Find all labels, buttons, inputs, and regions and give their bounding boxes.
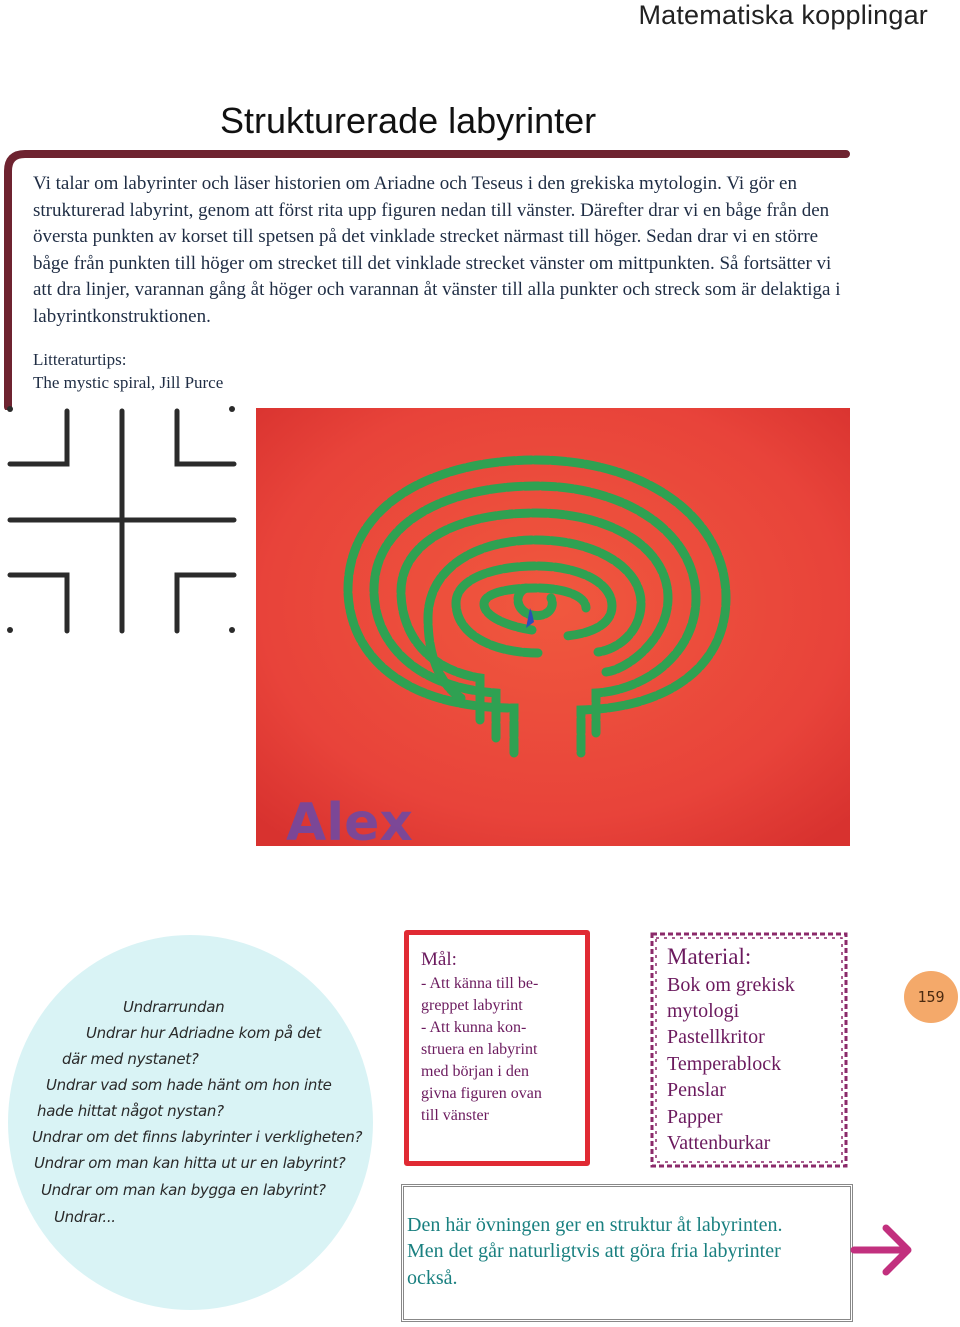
goal-line: struera en labyrint (421, 1041, 538, 1058)
material-item: Pastellkritor (667, 1026, 765, 1048)
material-item: Bok om grekisk (667, 974, 795, 996)
goal-line: till vänster (421, 1107, 489, 1124)
wonder-line: Undrar om man kan hitta ut ur en labyrint? (34, 1154, 346, 1172)
goal-line: - Att känna till be- (421, 975, 539, 992)
note-box (401, 1184, 853, 1322)
next-arrow-icon[interactable] (850, 1222, 916, 1278)
wonder-title: Undrarrundan (123, 998, 225, 1016)
goal-heading: Mål: (421, 949, 457, 970)
wonder-line: Undrar om man kan bygga en labyrint? (41, 1181, 326, 1199)
material-box (648, 930, 850, 1170)
page-title: Strukturerade labyrinter (220, 100, 597, 141)
note-line: Men det går naturligtvis att göra fria labyrinter (407, 1240, 781, 1262)
goal-line: givna figuren ovan (421, 1085, 542, 1102)
material-item: Vattenburkar (667, 1132, 771, 1154)
wonder-line: Undrar vad som hade hänt om hon inte (46, 1076, 332, 1094)
goal-line: - Att kunna kon- (421, 1019, 527, 1036)
goal-line: med början i den (421, 1063, 529, 1080)
note-line: Den här övningen ger en struktur åt labyrinten. (407, 1214, 783, 1236)
wonder-line: Undrar hur Adriadne kom på det (86, 1024, 321, 1042)
page-number-badge: 159 (904, 971, 958, 1023)
wonder-line: hade hittat något nystan? (37, 1102, 224, 1120)
material-item: Temperablock (667, 1053, 782, 1075)
note-line: också. (407, 1267, 458, 1289)
material-item: Penslar (667, 1079, 726, 1101)
goal-box (404, 930, 590, 1166)
literature-heading: Litteraturtips: (33, 350, 127, 369)
intro-paragraph: Vi talar om labyrinter och läser historien om Ariadne och Teseus i den grekiska mytologin. Vi gör en strukturerad labyrint, genom att först rita upp figuren nedan till vänster. Därefter drar vi en båge från den översta punkten av korset till spetsen på det vinklade strecket närmast till höger. Sedan drar vi en större båge från punkten till höger om strecket till det vinklade strecket vänster om mittpunkten. Så fortsätter vi att dra linjer, varannan gång åt höger och varannan åt vänster till alla punkter och streck som är delaktiga i labyrintkonstruktionen. (33, 173, 841, 327)
material-heading: Material: (667, 944, 752, 969)
goal-line: greppet labyrint (421, 997, 523, 1014)
wonder-line: Undrar om det finns labyrinter i verkligheten? (32, 1128, 363, 1146)
child-labyrinth-painting (256, 408, 850, 846)
material-item: Papper (667, 1106, 723, 1128)
literature-item: The mystic spiral, Jill Purce (33, 373, 224, 392)
wonder-line: där med nystanet? (62, 1050, 199, 1068)
material-item: mytologi (667, 1000, 740, 1022)
labyrinth-seed-figure (0, 403, 245, 638)
painting-signature: Alex (286, 793, 413, 846)
wonder-line: Undrar... (54, 1208, 116, 1226)
section-header: Matematiska kopplingar (638, 0, 928, 30)
wonder-bubble (8, 935, 373, 1310)
